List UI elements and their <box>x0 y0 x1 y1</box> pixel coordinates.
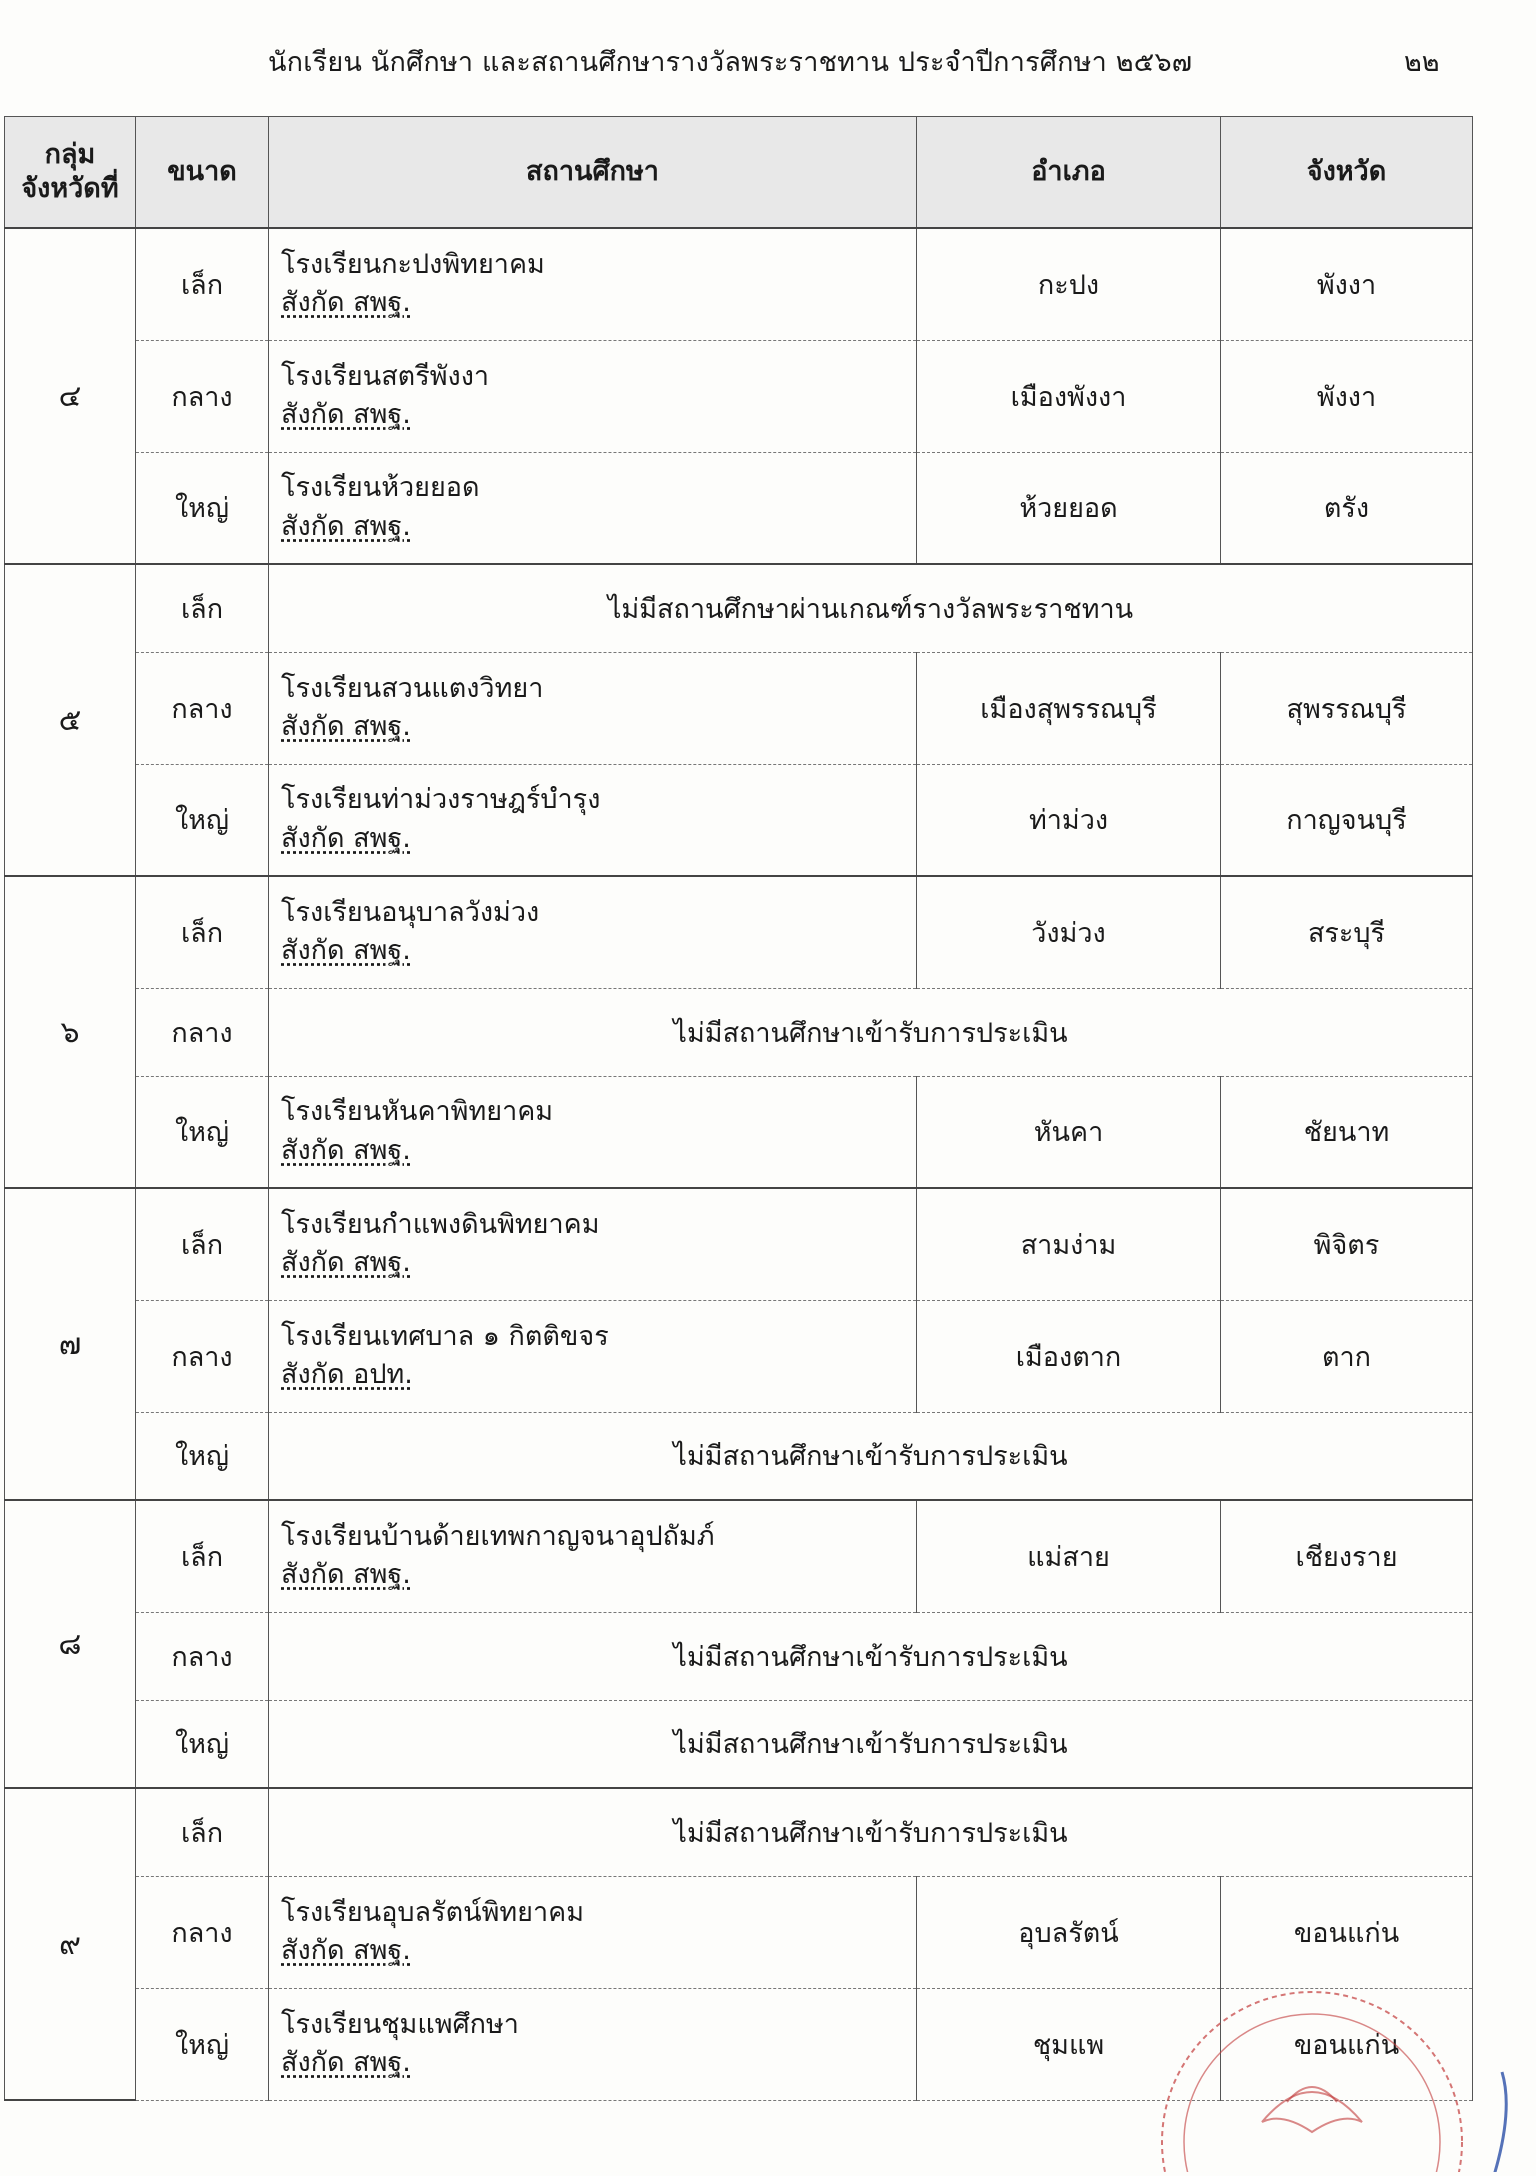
school-affiliation: สังกัด สพฐ. <box>281 1247 411 1279</box>
province-cell: สระบุรี <box>1221 876 1473 988</box>
school-affiliation: สังกัด สพฐ. <box>281 287 411 319</box>
province-cell: พังงา <box>1221 228 1473 340</box>
school-cell <box>269 340 917 452</box>
district-cell: แม่สาย <box>917 1500 1221 1612</box>
size-cell: เล็ก <box>136 228 269 340</box>
table-row <box>5 1788 1473 1876</box>
province-cell: สุพรรณบุรี <box>1221 652 1473 764</box>
school-name: โรงเรียนอุบลรัตน์พิทยาคม <box>281 1896 585 1928</box>
page-number: ๒๒ <box>1404 47 1440 78</box>
col-school-header: สถานศึกษา <box>269 117 917 229</box>
school-name: โรงเรียนชุมแพศึกษา <box>281 2008 519 2040</box>
size-cell: ใหญ่ <box>136 1076 269 1188</box>
table-body <box>5 228 1473 2100</box>
district-cell: ท่าม่วง <box>917 764 1221 876</box>
school-name: โรงเรียนสวนแตงวิทยา <box>281 672 544 704</box>
no-school-note: ไม่มีสถานศึกษาผ่านเกณฑ์รางวัลพระราชทาน <box>269 564 1473 652</box>
school-name: โรงเรียนกะปงพิทยาคม <box>281 248 545 280</box>
no-school-note: ไม่มีสถานศึกษาเข้ารับการประเมิน <box>269 1612 1473 1700</box>
school-name: โรงเรียนสตรีพังงา <box>281 360 490 392</box>
group-number-cell: ๗ <box>5 1188 136 1500</box>
table-row <box>5 1500 1473 1612</box>
province-cell: ขอนแก่น <box>1221 1988 1473 2100</box>
table-row <box>5 1188 1473 1300</box>
district-cell: ชุมแพ <box>917 1988 1221 2100</box>
province-cell: เชียงราย <box>1221 1500 1473 1612</box>
school-affiliation: สังกัด สพฐ. <box>281 1935 411 1966</box>
school-cell <box>269 1876 917 1988</box>
col-group-header <box>5 117 136 229</box>
school-cell <box>269 228 917 340</box>
school-cell <box>269 1076 917 1188</box>
col-group-line2: จังหวัดที่ <box>21 173 119 204</box>
school-cell <box>269 652 917 764</box>
province-cell: ขอนแก่น <box>1221 1876 1473 1988</box>
table-row <box>5 1876 1473 1988</box>
size-cell: กลาง <box>136 988 269 1076</box>
school-affiliation: สังกัด สพฐ. <box>281 822 411 854</box>
size-cell: กลาง <box>136 1876 269 1988</box>
col-district-header: อำเภอ <box>917 117 1221 229</box>
district-cell: เมืองตาก <box>917 1300 1221 1412</box>
school-cell <box>269 1300 917 1412</box>
size-cell: เล็ก <box>136 1788 269 1876</box>
col-group-line1: กลุ่ม <box>44 139 96 171</box>
school-affiliation: สังกัด อปท. <box>281 1359 413 1390</box>
school-cell <box>269 876 917 988</box>
page-header <box>0 0 1536 120</box>
district-cell: สามง่าม <box>917 1188 1221 1300</box>
no-school-note: ไม่มีสถานศึกษาเข้ารับการประเมิน <box>269 988 1473 1076</box>
table-row <box>5 652 1473 764</box>
no-school-note: ไม่มีสถานศึกษาเข้ารับการประเมิน <box>269 1788 1473 1876</box>
col-province-header: จังหวัด <box>1221 117 1473 229</box>
school-name: โรงเรียนอนุบาลวังม่วง <box>281 896 540 928</box>
group-number-cell: ๕ <box>5 564 136 876</box>
table-row <box>5 1700 1473 1788</box>
school-affiliation: สังกัด สพฐ. <box>281 399 411 430</box>
school-name: โรงเรียนห้วยยอด <box>281 472 480 504</box>
school-affiliation: สังกัด สพฐ. <box>281 711 411 742</box>
size-cell: เล็ก <box>136 876 269 988</box>
size-cell: กลาง <box>136 1300 269 1412</box>
school-affiliation: สังกัด สพฐ. <box>281 510 411 542</box>
size-cell: กลาง <box>136 1612 269 1700</box>
school-name: โรงเรียนบ้านด้ายเทพกาญจนาอุปถัมภ์ <box>281 1520 715 1552</box>
size-cell: ใหญ่ <box>136 1988 269 2100</box>
school-affiliation: สังกัด สพฐ. <box>281 2047 411 2078</box>
school-affiliation: สังกัด สพฐ. <box>281 935 411 967</box>
school-cell <box>269 1188 917 1300</box>
table-row <box>5 1612 1473 1700</box>
province-cell: ตาก <box>1221 1300 1473 1412</box>
province-cell: พิจิตร <box>1221 1188 1473 1300</box>
size-cell: เล็ก <box>136 564 269 652</box>
district-cell: อุบลรัตน์ <box>917 1876 1221 1988</box>
province-cell: กาญจนบุรี <box>1221 764 1473 876</box>
table-row <box>5 1412 1473 1500</box>
table-row <box>5 1988 1473 2100</box>
district-cell: วังม่วง <box>917 876 1221 988</box>
school-affiliation: สังกัด สพฐ. <box>281 1134 411 1166</box>
district-cell: เมืองพังงา <box>917 340 1221 452</box>
province-cell: ชัยนาท <box>1221 1076 1473 1188</box>
school-cell <box>269 1988 917 2100</box>
table-row <box>5 340 1473 452</box>
table-row <box>5 452 1473 564</box>
table-row <box>5 564 1473 652</box>
table-row <box>5 228 1473 340</box>
school-cell <box>269 1500 917 1612</box>
district-cell: หันคา <box>917 1076 1221 1188</box>
school-cell <box>269 452 917 564</box>
school-name: โรงเรียนหันคาพิทยาคม <box>281 1096 554 1128</box>
size-cell: เล็ก <box>136 1188 269 1300</box>
group-number-cell: ๘ <box>5 1500 136 1788</box>
school-affiliation: สังกัด สพฐ. <box>281 1559 411 1591</box>
district-cell: เมืองสุพรรณบุรี <box>917 652 1221 764</box>
school-name: โรงเรียนกำแพงดินพิทยาคม <box>281 1208 600 1240</box>
size-cell: กลาง <box>136 652 269 764</box>
size-cell: เล็ก <box>136 1500 269 1612</box>
size-cell: ใหญ่ <box>136 764 269 876</box>
province-cell: ตรัง <box>1221 452 1473 564</box>
table-row <box>5 1300 1473 1412</box>
province-cell: พังงา <box>1221 340 1473 452</box>
table-row <box>5 764 1473 876</box>
district-cell: ห้วยยอด <box>917 452 1221 564</box>
school-cell <box>269 764 917 876</box>
school-name: โรงเรียนท่าม่วงราษฎร์บำรุง <box>281 784 601 816</box>
group-number-cell: ๔ <box>5 228 136 564</box>
table-row <box>5 988 1473 1076</box>
size-cell: ใหญ่ <box>136 1412 269 1500</box>
group-number-cell: ๙ <box>5 1788 136 2100</box>
page-title: นักเรียน นักศึกษา และสถานศึกษารางวัลพระราชทาน ประจำปีการศึกษา ๒๕๖๗ <box>268 47 1193 78</box>
size-cell: ใหญ่ <box>136 1700 269 1788</box>
table-row <box>5 876 1473 988</box>
size-cell: ใหญ่ <box>136 452 269 564</box>
group-number-cell: ๖ <box>5 876 136 1188</box>
district-cell: กะปง <box>917 228 1221 340</box>
table-header-row <box>5 117 1473 229</box>
size-cell: กลาง <box>136 340 269 452</box>
no-school-note: ไม่มีสถานศึกษาเข้ารับการประเมิน <box>269 1700 1473 1788</box>
awards-table <box>4 116 1473 2101</box>
table-row <box>5 1076 1473 1188</box>
no-school-note: ไม่มีสถานศึกษาเข้ารับการประเมิน <box>269 1412 1473 1500</box>
school-name: โรงเรียนเทศบาล ๑ กิตติขจร <box>281 1320 609 1352</box>
col-size-header: ขนาด <box>136 117 269 229</box>
